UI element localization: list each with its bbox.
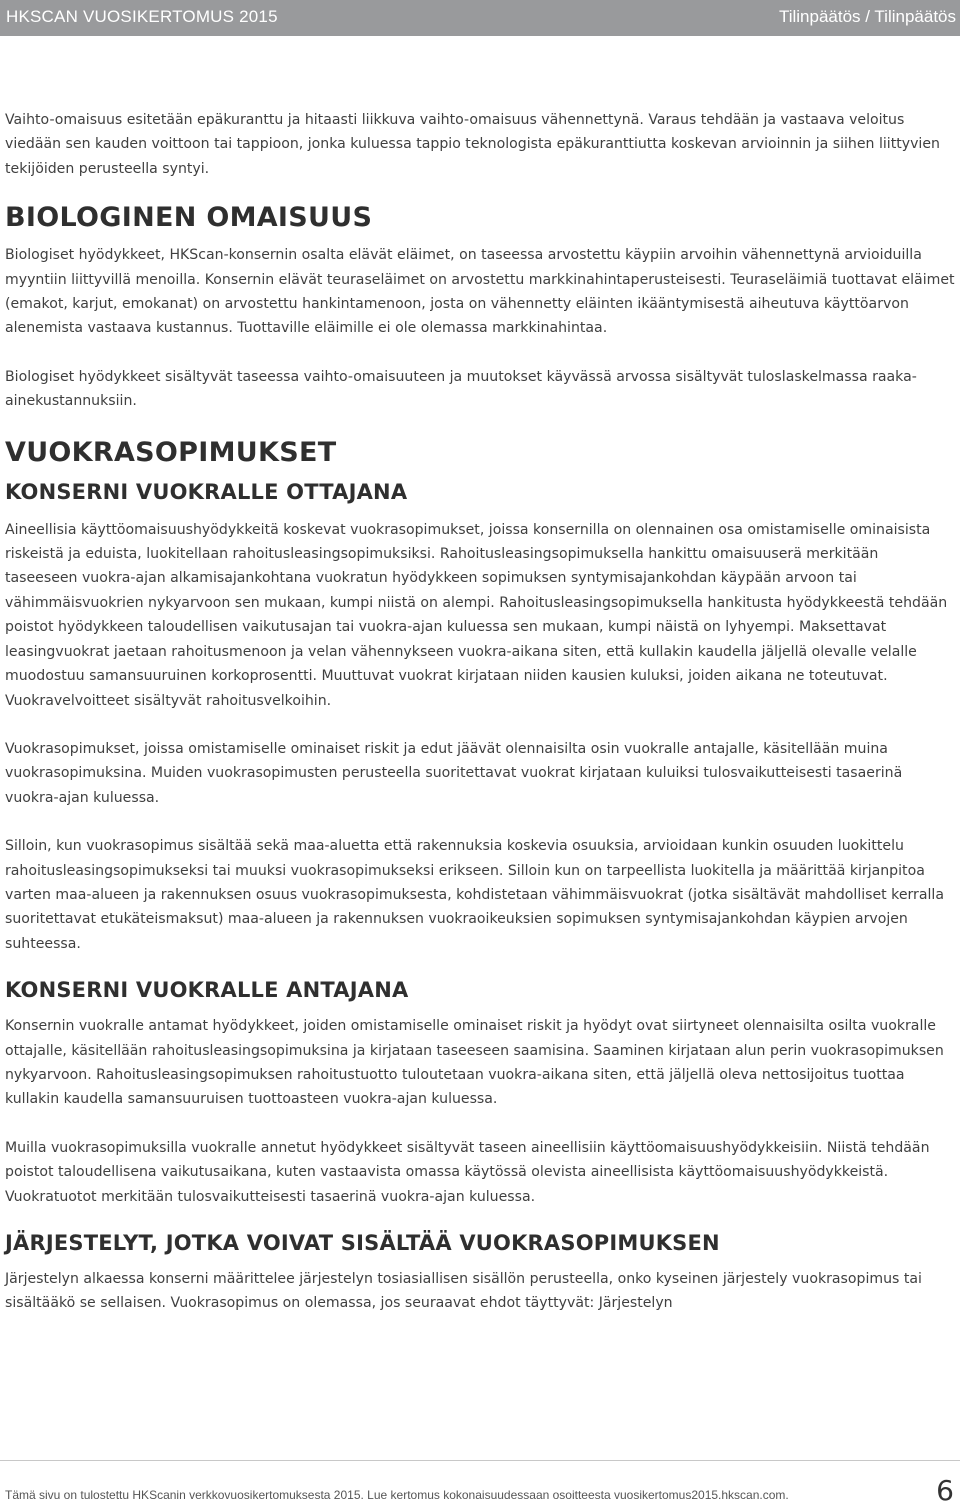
subheading-arrangements: JÄRJESTELYT, JOTKA VOIVAT SISÄLTÄÄ VUOKRASOPIMUKSEN <box>5 1231 720 1255</box>
intro-paragraph: Vaihto-omaisuus esitetään epäkuranttu ja hitaasti liikkuva vaihto-omaisuus vähennettynä. Varaus tehdään ja vastaava veloitus viedään sen kauden voittoon tai tappioon, jonka kuluessa tappio teknologista epäkuranttiutta koskevan arvioinnin ja siihen liittyvien tekijöiden perusteella syntyi. <box>5 112 940 177</box>
footer-note: Tämä sivu on tulostettu HKScanin verkkovuosikertomuksesta 2015. Lue kertomus kokonaisuudessaan osoitteesta vuosikertomus2015.hkscan.com. <box>5 1488 789 1502</box>
section-heading-biological-assets: BIOLOGINEN OMAISUUS <box>5 202 373 234</box>
biological-assets-paragraph-2: Biologiset hyödykkeet sisältyvät taseessa vaihto-omaisuuteen ja muutokset käyvässä arvossa sisältyvät tuloslaskelmassa raaka-ainekustannuksiin. <box>5 368 917 410</box>
section-heading-leases: VUOKRASOPIMUKSET <box>5 436 337 468</box>
biological-assets-paragraph-1: Biologiset hyödykkeet, HKScan-konsernin osalta elävät eläimet, on taseessa arvostettu käypiin arvoihin vähennettynä arvioiduilla myyntiin liittyvillä menoilla. Konsernin elävät teuraseläimet on arvostettu markkinahintaperusteisesti. Teuraseläimiä tuottavat eläimet (emakot, karjut, emokanat) on arvostettu hankintamenoon, josta on vähennetty eläinten ikääntymisestä aiheutuva käyttöarvon alenemista vastaava kustannus. Tuottaville eläimille ei ole olemassa markkinahintaa. <box>5 247 955 337</box>
lessee-paragraph-2: Vuokrasopimukset, joissa omistamiselle ominaiset riskit ja edut jäävät olennaisilta osin vuokralle antajalle, käsitellään muina vuokrasopimuksina. Muiden vuokrasopimusten perusteella suoritettavat vuokrat kirjataan kuluiksi tulosvaikutteisesti tasaerinä vuokra-ajan kuluessa. <box>5 740 903 806</box>
page-header <box>0 0 960 36</box>
page-number: 6 <box>936 1474 954 1507</box>
report-title: HKSCAN VUOSIKERTOMUS 2015 <box>6 7 278 26</box>
subheading-lessee: KONSERNI VUOKRALLE OTTAJANA <box>5 479 408 504</box>
subheading-lessor: KONSERNI VUOKRALLE ANTAJANA <box>5 978 409 1003</box>
lessee-paragraph-3: Silloin, kun vuokrasopimus sisältää sekä maa-aluetta että rakennuksia koskevia osuuksia, arvioidaan kunkin osuuden luokittelu rahoitusleasingsopimukseksi tai muuksi vuokrasopimukseksi erikseen. Silloin kun on tarpeellista luokitella ja määrittää kirjanpitoa varten maa-alueen ja rakennuksen osuus vuokrasopimuksesta, kohdistetaan vähimmäisvuokrat (jotka sisältävät mahdolliset kerralla suoritettavat etukäteismaksut) maa-alueen ja rakennuksen vuokraoikeuksien sopimuksen syntymisajankohdan käypien arvojen suhteessa. <box>5 838 944 952</box>
main-content <box>5 108 955 1316</box>
lessor-paragraph-2: Muilla vuokrasopimuksilla vuokralle annetut hyödykkeet sisältyvät taseen aineellisiin käyttöomaisuushyödykkeisiin. Niistä tehdään poistot taloudellisena vaikutusaikana, kuten vastaavista omassa käytössä olevista aineellisista käyttöomaisuushyödykkeistä. Vuokratuotot merkitään tulosvaikutteisesti tasaerinä vuokra-ajan kuluessa. <box>5 1139 930 1205</box>
footer-divider <box>0 1460 960 1461</box>
lessor-paragraph-1: Konsernin vuokralle antamat hyödykkeet, joiden omistamiselle ominaiset riskit ja hyödyt ovat siirtyneet olennaisilta osilta vuokralle ottajalle, käsitellään rahoitusleasingsopimuksina ja kirjataan taseeseen saamisina. Saaminen kirjataan alun perin vuokrasopimuksen nykyarvoon. Rahoitusleasingsopimuksen rahoitustuotto tuloutetaan vuokra-aikana siten, että jäljellä oleva nettosijoitus tuottaa kullakin kaudella samansuuruisen tuottoasteen vuokra-ajan kuluessa. <box>5 1018 944 1108</box>
lessee-paragraph-1: Aineellisia käyttöomaisuushyödykkeitä koskevat vuokrasopimukset, joissa konsernilla on olennainen osa omistamiselle ominaisista riskeistä ja eduista, luokitellaan rahoitusleasingsopimuksiksi. Rahoitusleasingsopimuksella hankittu omaisuuserä merkitään taseeseen vuokra-ajan alkamisajankohtana vuokratun hyödykkeen sopimuksen syntymisajankohdan käypään arvoon tai vähimmäisvuokrien nykyarvoon sen mukaan, kumpi niistä on alempi. Rahoitusleasingsopimuksella hankitusta hyödykkeestä tehdään poistot hyödykkeen taloudellisen vaikutusajan tai vuokra-ajan kuluessa sen mukaan, kumpi näistä on lyhyempi. Maksettavat leasingvuokrat jaetaan rahoitusmenoon ja velan vähennykseen vuokra-aikana siten, että kullakin kaudella jäljellä olevalle velalle muodostuu samansuuruinen korkoprosentti. Muuttuvat vuokrat kirjataan niiden kausien kuluksi, joiden aikana ne toteutuvat. Vuokravelvoitteet sisältyvät rahoitusvelkoihin. <box>5 521 948 709</box>
breadcrumb[interactable]: Tilinpäätös / Tilinpäätös <box>778 7 956 26</box>
arrangements-paragraph-1: Järjestelyn alkaessa konserni määrittelee järjestelyn tosiasiallisen sisällön perusteella, onko kyseinen järjestely vuokrasopimus tai sisältääkö se sellaisen. Vuokrasopimus on olemassa, jos seuraavat ehdot täyttyvät: Järjestelyn <box>5 1271 922 1312</box>
